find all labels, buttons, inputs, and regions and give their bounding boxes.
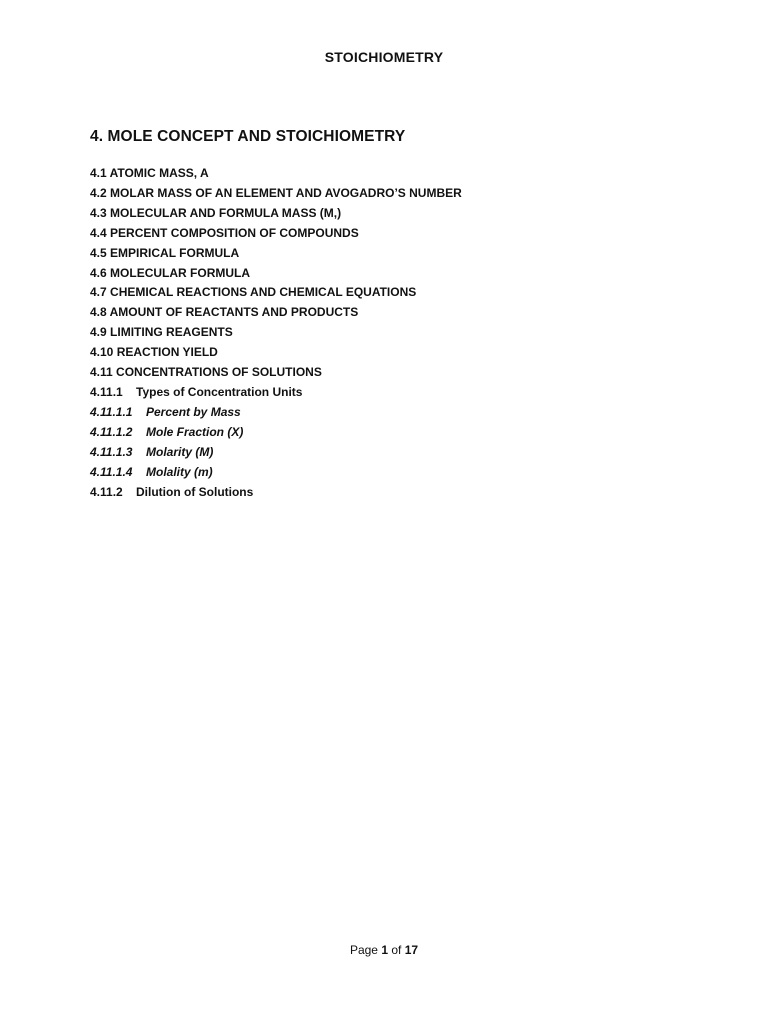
toc-number: 4.11.1.2 xyxy=(90,424,133,439)
toc-item-4-11-1-1 xyxy=(90,403,462,423)
toc-text: MOLAR MASS OF AN ELEMENT AND AVOGADRO’S NUMBER xyxy=(110,185,462,200)
toc-text: Mole Fraction (X) xyxy=(146,424,244,439)
toc-number: 4.11.2 xyxy=(90,484,123,499)
page-word: Page xyxy=(349,943,378,957)
toc-number: 4.1 xyxy=(90,166,107,180)
toc-text: CHEMICAL REACTIONS AND CHEMICAL EQUATIONS xyxy=(110,285,417,300)
toc-text: LIMITING REAGENTS xyxy=(110,325,233,340)
toc-item-4-4 xyxy=(90,224,462,244)
toc-item-4-10 xyxy=(90,343,462,363)
toc-item-4-8 xyxy=(90,303,462,323)
toc-text: EMPIRICAL FORMULA xyxy=(110,245,240,260)
toc-item-4-11-1 xyxy=(90,383,462,403)
toc-number: 4.10 xyxy=(90,345,114,360)
toc-text: Molality (m) xyxy=(146,464,213,479)
toc-number: 4.3 xyxy=(90,205,107,220)
toc-number: 4.11 xyxy=(90,365,113,380)
toc-text: MOLECULAR AND FORMULA MASS (M,) xyxy=(110,205,342,220)
toc-number: 4.8 xyxy=(90,305,107,320)
toc-number: 4.11.1.4 xyxy=(90,464,133,479)
toc-item-4-3 xyxy=(90,204,462,224)
toc-number: 4.6 xyxy=(90,265,107,280)
toc-item-4-1 xyxy=(90,164,462,184)
toc-number: 4.4 xyxy=(90,225,107,240)
toc-item-4-6 xyxy=(90,264,462,284)
toc-text: Types of Concentration Units xyxy=(136,384,303,399)
chapter-title: 4. MOLE CONCEPT AND STOICHIOMETRY xyxy=(90,128,406,145)
toc-item-4-7 xyxy=(90,283,462,303)
toc-number: 4.5 xyxy=(90,245,107,260)
toc-item-4-11-1-2 xyxy=(90,423,462,443)
toc-item-4-5 xyxy=(90,244,462,264)
of-word: of xyxy=(391,943,402,957)
toc-item-4-2 xyxy=(90,184,462,204)
toc-number: 4.11.1.1 xyxy=(90,404,133,419)
toc-text: ATOMIC MASS, A xyxy=(109,166,209,180)
table-of-contents xyxy=(90,164,462,502)
current-page-number: 1 xyxy=(381,943,388,957)
total-page-count: 17 xyxy=(404,943,419,957)
toc-item-4-11-2 xyxy=(90,483,462,503)
toc-item-4-9 xyxy=(90,323,462,343)
toc-text: REACTION YIELD xyxy=(116,345,218,360)
toc-text: Molarity (M) xyxy=(146,444,214,459)
toc-number: 4.11.1.3 xyxy=(90,444,133,459)
toc-number: 4.9 xyxy=(90,325,107,340)
toc-item-4-11-1-4 xyxy=(90,463,462,483)
toc-item-4-11-1-3 xyxy=(90,443,462,463)
toc-text: CONCENTRATIONS OF SOLUTIONS xyxy=(116,365,322,380)
toc-number: 4.2 xyxy=(90,185,107,200)
toc-text: AMOUNT OF REACTANTS AND PRODUCTS xyxy=(109,305,359,320)
page-header-title: STOICHIOMETRY xyxy=(324,49,444,65)
toc-item-4-11 xyxy=(90,363,462,383)
toc-text: Dilution of Solutions xyxy=(136,484,254,499)
toc-text: PERCENT COMPOSITION OF COMPOUNDS xyxy=(110,225,359,240)
toc-number: 4.7 xyxy=(90,285,107,300)
page-footer xyxy=(0,943,768,957)
toc-text: Percent by Mass xyxy=(146,404,241,419)
toc-text: MOLECULAR FORMULA xyxy=(110,265,251,280)
toc-number: 4.11.1 xyxy=(90,384,123,399)
